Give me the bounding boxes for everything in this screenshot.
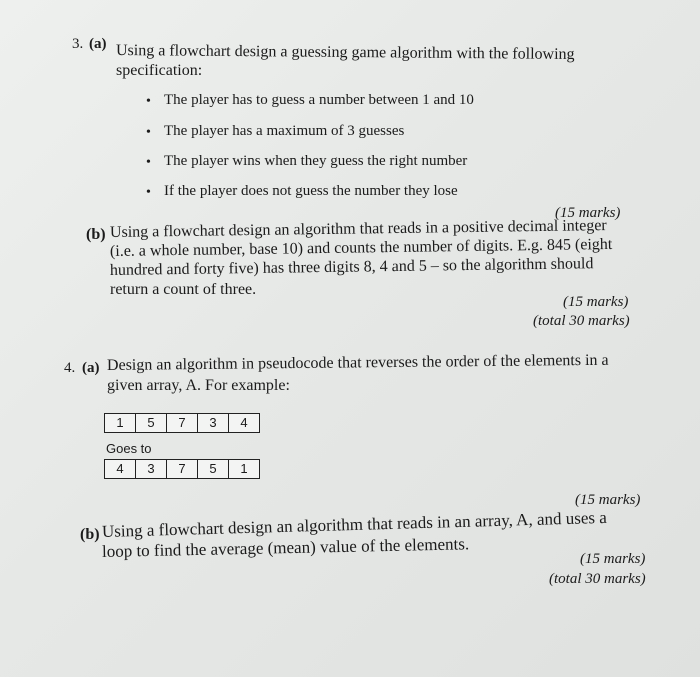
array-after-cell: 1 xyxy=(240,461,248,476)
goes-to-label: Goes to xyxy=(106,441,152,456)
array-after xyxy=(104,459,260,479)
q3-part-b-line2: (i.e. a whole number, base 10) and counts the number of digits. E.g. 845 (eight xyxy=(109,235,613,260)
array-before-cell: 7 xyxy=(167,414,198,432)
q4-part-a-label: (a) xyxy=(82,360,100,376)
q3-part-b-line4: return a count of three. xyxy=(110,281,257,298)
array-after-cell: 5 xyxy=(198,460,229,478)
array-after-cell: 3 xyxy=(136,460,167,478)
array-before xyxy=(104,413,260,433)
bullet-icon: • xyxy=(146,94,151,109)
bullet-icon: • xyxy=(146,155,151,170)
array-before-cell: 3 xyxy=(198,414,229,432)
array-before-cell: 4 xyxy=(240,415,248,430)
array-after-cell: 7 xyxy=(167,460,198,478)
q3-part-b-marks: (15 marks) xyxy=(563,294,629,310)
q3-number: 3. xyxy=(72,36,84,52)
q3-total-marks: (total 30 marks) xyxy=(533,313,630,329)
q3-part-a-label: (a) xyxy=(89,36,107,52)
array-before-cell: 5 xyxy=(136,414,167,432)
q4-part-a-marks: (15 marks) xyxy=(575,492,641,508)
array-before-cell: 1 xyxy=(105,414,136,432)
q4-part-a-line2: given array, A. For example: xyxy=(107,377,290,394)
q3-part-b-line3: hundred and forty five) has three digits 8, 4 and 5 – so the algorithm should xyxy=(109,255,594,279)
q3-part-a-line2: specification: xyxy=(116,62,203,79)
q3-bullet-2: The player has a maximum of 3 guesses xyxy=(164,123,405,139)
q3-bullet-4: If the player does not guess the number they lose xyxy=(164,183,458,199)
q3-bullet-1: The player has to guess a number between 1 and 10 xyxy=(164,92,474,108)
q3-part-a-marks: (15 marks) xyxy=(555,205,621,221)
q3-bullet-3: The player wins when they guess the right number xyxy=(164,153,468,169)
q4-part-b-line1: Using a flowchart design an algorithm that reads in an array, A, and uses a xyxy=(101,507,608,541)
q4-number: 4. xyxy=(64,360,76,376)
q4-part-b-marks: (15 marks) xyxy=(580,551,646,567)
bullet-icon: • xyxy=(146,125,151,140)
bullet-icon: • xyxy=(146,185,151,200)
q4-total-marks: (total 30 marks) xyxy=(549,571,646,587)
q3-part-a-line1: Using a flowchart design a guessing game algorithm with the following xyxy=(115,42,575,64)
array-after-cell: 4 xyxy=(105,460,136,478)
q4-part-b-line2: loop to find the average (mean) value of the elements. xyxy=(101,534,470,561)
q4-part-a-line1: Design an algorithm in pseudocode that reverses the order of the elements in a xyxy=(106,351,609,374)
q3-part-b-label: (b) xyxy=(86,226,106,243)
q3-part-b-line1: Using a flowchart design an algorithm that reads in a positive decimal integer xyxy=(109,217,607,241)
q4-part-b-label: (b) xyxy=(80,526,100,543)
